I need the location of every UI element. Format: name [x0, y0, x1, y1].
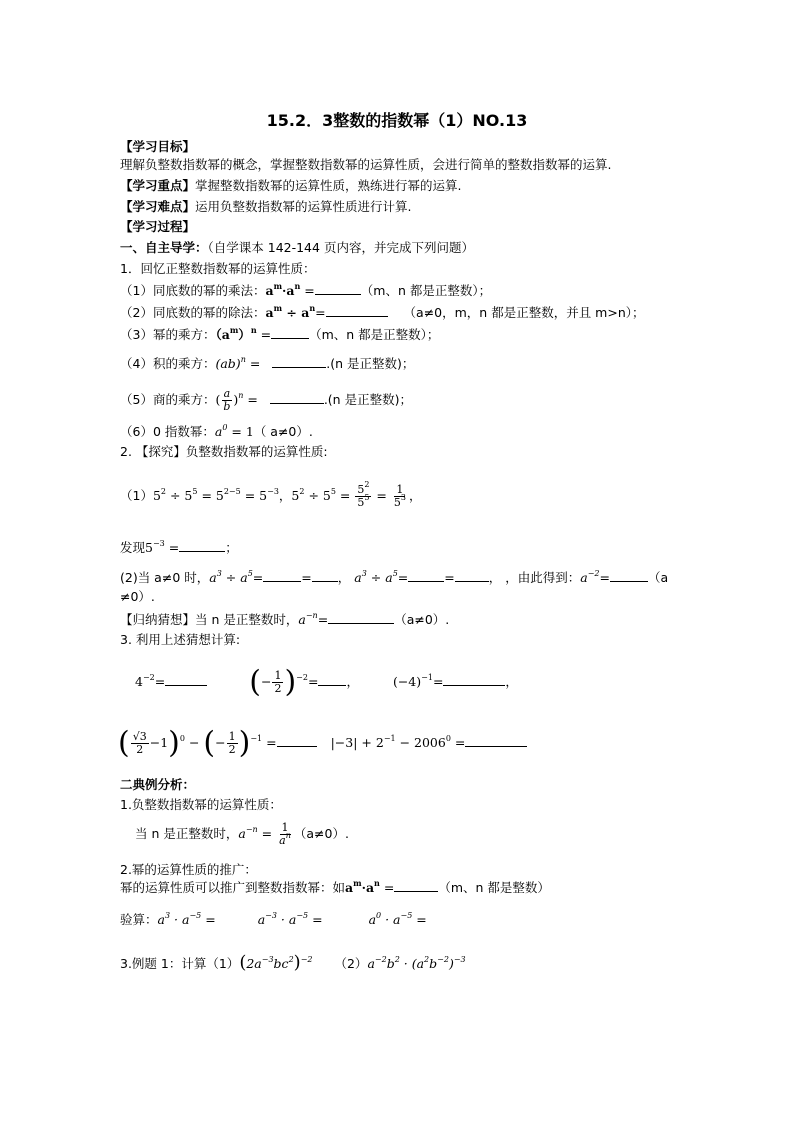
recall-item-1: （1）同底数的幂的乘法：$a^m\cdot a^n = (m$、n 都是正整数）；: [120, 281, 492, 298]
formula-a3-div-a5: $a^3 \div a^5$: [209, 569, 253, 585]
goal-text: 理解负整数指数幂的概念，掌握整数指数幂的运算性质，会进行简单的整数指数幂的运算.: [120, 157, 612, 172]
answer-blank[interactable]: [408, 570, 444, 582]
verify-label: 验算：: [120, 912, 158, 927]
calc-abs-expression: $|-3| + 2^{-1} - 2006^0$ =: [330, 734, 466, 750]
explore-item-2-mid: ，由此得到：: [505, 570, 581, 585]
formula-product-rule-ext: $a^m\cdot a^n$: [345, 878, 380, 895]
answer-blank[interactable]: [394, 880, 438, 892]
explore-item-2-tail: （a: [648, 570, 669, 585]
recall-item-6-note: （ a≠0）.: [253, 424, 313, 439]
difficulty-heading: 【学习难点】: [120, 199, 196, 214]
answer-blank[interactable]: [270, 392, 324, 404]
answer-blank[interactable]: [179, 540, 225, 552]
goal-heading: 【学习目标】: [120, 139, 196, 154]
verify-expr-1: $a^3 \cdot a^{-5}$ =: [157, 911, 216, 927]
recall-item-2: （2）同底数的幂的除法：$a^m \div a^n=$ （a≠0，m，n 都是正整数，并且 m>n）；: [120, 303, 645, 320]
calc-neg4-neg1: $(-4)^{-1}=$: [392, 673, 444, 689]
formula-a-neg-n: $a^{-n}$: [298, 611, 318, 627]
recall-item-6: [120, 424, 313, 440]
answer-blank[interactable]: [277, 735, 317, 747]
formula-five-division: $5^2 \div 5^5 = 5^{2-5} = 5^{-3}$: [152, 487, 279, 503]
recall-item-2-label: （2）同底数的幂的除法：: [120, 305, 266, 320]
answer-blank[interactable]: [610, 570, 648, 582]
process-heading: 【学习过程】: [120, 219, 196, 234]
guess-line: 【归纳猜想】当 n 是正整数时，$a^{-n}= (a\ne 0)$.: [120, 611, 450, 627]
page-title: 15.2．3整数的指数幂（1）NO.13: [266, 111, 528, 130]
explore-heading: 2. 【探究】负整数指数幂的运算性质:: [120, 444, 328, 459]
examples-heading: 二典例分析：: [120, 777, 196, 792]
focus-heading: 【学习重点】: [120, 178, 196, 193]
recall-item-4-label: （4）积的乘方：: [120, 356, 216, 371]
recall-heading: 1．回忆正整数指数幂的运算性质：: [120, 261, 316, 276]
explore-item-1-label: （1）: [120, 488, 153, 503]
formula-zero-exponent: $a^0 = 1$: [214, 423, 254, 439]
formula-five-fraction: $5^2 \div 5^5$ = $\frac{5^2}{5^5}$ = $\frac{1}{5^3}$: [291, 480, 406, 509]
answer-blank[interactable]: [328, 612, 394, 624]
recall-item-4: （4）积的乘方：(ab)$^n$ = .(n 是正整数)；: [120, 355, 415, 371]
example-1-sub-label: （2）: [334, 956, 368, 971]
answer-blank[interactable]: [263, 570, 301, 582]
recall-item-4-note: .(n 是正整数)；: [326, 356, 415, 371]
explore-item-2-label: (2)当 a≠0 时，: [120, 570, 210, 585]
answer-blank[interactable]: [326, 305, 388, 317]
focus-line: [120, 178, 462, 194]
example-1-line: [120, 952, 466, 975]
answer-blank[interactable]: [455, 570, 489, 582]
self-study-heading: 一、自主导学：: [120, 240, 208, 255]
examples-p1-note: （a≠0）.: [293, 826, 349, 841]
formula-quotient-power: ( $\frac{a}{b}$ )$^n$ =: [215, 387, 258, 413]
difficulty-text: 运用负整数指数幂的运算性质进行计算.: [195, 199, 412, 214]
formula-product-power: (ab)$^n$: [215, 355, 246, 371]
recall-item-6-label: （6）0 指数幂：: [120, 424, 215, 439]
example-1-expr-1: $(2a^{-3}bc^2)^{-2}$: [239, 952, 313, 973]
guess-note: （a≠0）.: [394, 612, 450, 627]
explore-find: [120, 540, 238, 556]
formula-power-rule: $(a^m)^n$: [215, 325, 257, 342]
recall-item-5-note: .(n 是正整数)；: [323, 392, 412, 407]
explore-item-2: (2)当 a≠0 时，$a^3 \div a^5=$ = ， $a^3 \div a^5=$ = ， ，由此得到：$a^{-2}= (a$: [120, 569, 669, 585]
examples-p2-text: 幂的运算性质可以推广到整数指数幂：如: [120, 880, 346, 895]
recall-item-3-note: （m、n 都是正整数）；: [309, 327, 440, 342]
recall-item-1-note: （m、n 都是正整数）；: [360, 283, 492, 298]
self-study-text: （自学课本 142-144 页内容，并完成下列问题）: [207, 240, 474, 255]
recall-item-2-note: （a≠0，m，n 都是正整数，并且 m>n）；: [403, 305, 645, 320]
answer-blank[interactable]: [272, 356, 326, 368]
recall-item-5-label: （5）商的乘方：: [120, 392, 216, 407]
examples-p1-text: 当 n 是正整数时，: [135, 826, 239, 841]
calc-row-1: $4^{-2}=$ (− $\frac{1}{2}$ )$^{-2}$= ， $(-4)^{-1}=$ ，: [135, 664, 518, 700]
answer-blank[interactable]: [443, 674, 505, 686]
guess-heading: 【归纳猜想】: [120, 612, 196, 627]
examples-p2-note: （m、n 都是整数）: [438, 880, 550, 895]
explore-item-2-cont: ≠0）.: [120, 589, 155, 604]
verify-expr-2: $a^{-3} \cdot a^{-5}$ =: [257, 911, 323, 927]
calc-neg-half-neg2: (− $\frac{1}{2}$ )$^{-2}$=: [249, 664, 319, 700]
formula-product-rule: $a^m\cdot a^n$: [265, 281, 301, 298]
self-study-line: [120, 240, 474, 256]
find-label: 发现: [120, 540, 146, 555]
explore-item-1: $(1)5^2 \div 5^5 = 5^{2-5} = 5^{-3}$，$5^2 \div 5^5$ = $\frac{5^2}{5^5}$ = $\frac{1}{5^3}$ ，: [120, 480, 422, 509]
formula-neg-exponent-rule: $a^{-n}$ = $\frac{1}{a^n}$: [238, 821, 291, 847]
examples-p2: 2.幂的运算性质的推广：: [120, 862, 257, 877]
answer-blank[interactable]: [465, 735, 527, 747]
recall-item-1-label: （1）同底数的幂的乘法：: [120, 283, 266, 298]
formula-a-neg2: $a^{-2}$: [580, 569, 600, 585]
examples-p1-line: [135, 822, 349, 847]
find-end: ；: [225, 540, 238, 555]
example-1-expr-2: $a^{-2}b^2 \cdot (a^2b^{-2})^{-3}$: [367, 955, 466, 971]
difficulty-line: [120, 199, 412, 215]
recall-item-3: （3）幂的乘方：$(a^m)^n = (m$、n 都是正整数）；: [120, 325, 440, 342]
example-1-label: 3.例题 1：计算（1）: [120, 956, 240, 971]
answer-blank[interactable]: [318, 674, 346, 686]
recall-item-3-label: （3）幂的乘方：: [120, 327, 216, 342]
calc-row-2: [118, 725, 527, 761]
verify-line: [120, 912, 427, 928]
answer-blank[interactable]: [312, 570, 338, 582]
examples-p1: 1.负整数指数幂的运算性质：: [120, 797, 282, 812]
formula-five-neg3: $5^{-3}$ =: [145, 539, 180, 555]
examples-p2-line: 幂的运算性质可以推广到整数指数幂：如$a^m\cdot a^n = (m$、n 都是整数）: [120, 878, 550, 895]
calc-sqrt3-expression: ( $\frac{√3}{2}$ −1)$^0$ − (− $\frac{1}{2}$ )$^{-1}$ =: [118, 725, 277, 761]
focus-text: 掌握整数指数幂的运算性质，熟练进行幂的运算.: [195, 178, 462, 193]
answer-blank[interactable]: [165, 674, 207, 686]
calc-4-neg2: $4^{-2}=$: [135, 673, 166, 689]
guess-text: 当 n 是正整数时，: [195, 612, 299, 627]
verify-expr-3: $a^0 \cdot a^{-5}$ =: [368, 911, 427, 927]
formula-quotient-rule: $a^m \div a^n$: [265, 303, 316, 320]
formula-a3-div-a5-2: $a^3 \div a^5$: [354, 569, 398, 585]
answer-blank[interactable]: [315, 283, 361, 295]
calc-heading: 3. 利用上述猜想计算:: [120, 632, 241, 647]
recall-item-5: [120, 388, 412, 413]
answer-blank[interactable]: [271, 327, 309, 339]
